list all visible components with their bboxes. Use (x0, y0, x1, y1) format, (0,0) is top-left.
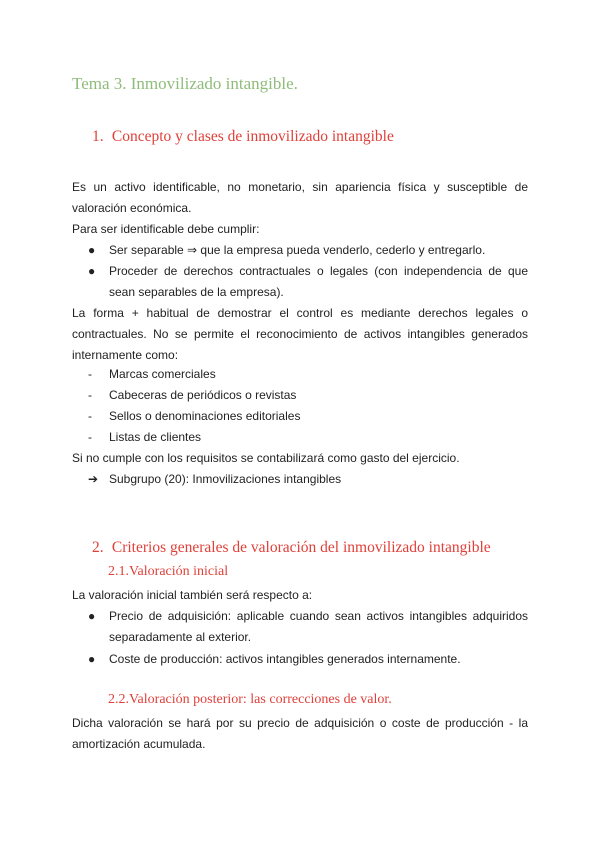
excluded-item: Listas de clientes (109, 430, 202, 444)
bullet-icon: ● (88, 243, 96, 257)
subgroup-note: Subgrupo (20): Inmovilizaciones intangibles (109, 472, 342, 486)
dash-marker: - (88, 409, 92, 423)
subsection-2-2-heading: 2.2.Valoración posterior: las correcciones de valor. (108, 692, 392, 707)
list-item (88, 649, 528, 670)
coste-produccion-item: Coste de producción: activos intangibles generados internamente. (109, 652, 461, 666)
list-item (88, 261, 528, 303)
bullet-icon: ● (88, 652, 96, 666)
list-item (88, 427, 528, 448)
subsection-2-1-heading: 2.1.Valoración inicial (108, 564, 229, 579)
control-paragraph: La forma + habitual de demostrar el control es mediante derechos legales o contractuales. No se permite el reconocimiento de activos intangibles generados internamente como: (72, 306, 528, 362)
dash-marker: - (88, 430, 92, 444)
requirements-lead: Para ser identificable debe cumplir: (72, 222, 260, 236)
section-2-number: 2. (92, 539, 104, 556)
valoracion-posterior-text: Dicha valoración se hará por su precio de adquisición o coste de producción - la amortización acumulada. (72, 716, 528, 751)
excluded-item: Sellos o denominaciones editoriales (109, 409, 301, 423)
expense-note: Si no cumple con los requisitos se contabilizará como gasto del ejercicio. (72, 451, 460, 465)
list-item (88, 240, 528, 261)
arrow-icon: ➔ (88, 472, 99, 486)
dash-marker: - (88, 388, 92, 402)
document-title: Tema 3. Inmovilizado intangible. (72, 74, 298, 93)
section-1-title: Concepto y clases de inmovilizado intangible (111, 128, 394, 145)
list-item (88, 606, 528, 648)
requirement-separable: Ser separable ⇒ que la empresa pueda venderlo, cederlo y entregarlo. (109, 243, 486, 257)
section-2-title: Criterios generales de valoración del inmovilizado intangible (111, 539, 491, 556)
precio-adquisicion-item: Precio de adquisición: aplicable cuando sean activos intangibles adquiridos separadamente al exterior. (109, 609, 528, 644)
bullet-icon: ● (88, 264, 96, 278)
excluded-item: Marcas comerciales (109, 367, 216, 381)
bullet-icon: ● (88, 609, 96, 623)
list-item (88, 364, 528, 385)
list-item (88, 385, 528, 406)
section-2-heading (92, 539, 491, 557)
list-item (88, 406, 528, 427)
dash-marker: - (88, 367, 92, 381)
section-1-heading (92, 128, 394, 146)
valoracion-inicial-lead: La valoración inicial también será respecto a: (72, 588, 313, 602)
requirement-derechos: Proceder de derechos contractuales o legales (con independencia de que sean separables de la empresa). (109, 264, 528, 299)
section-1-intro: Es un activo identificable, no monetario, sin apariencia física y susceptible de valoración económica. (72, 180, 528, 215)
excluded-item: Cabeceras de periódicos o revistas (109, 388, 297, 402)
list-item (88, 469, 528, 490)
section-1-number: 1. (92, 128, 104, 145)
